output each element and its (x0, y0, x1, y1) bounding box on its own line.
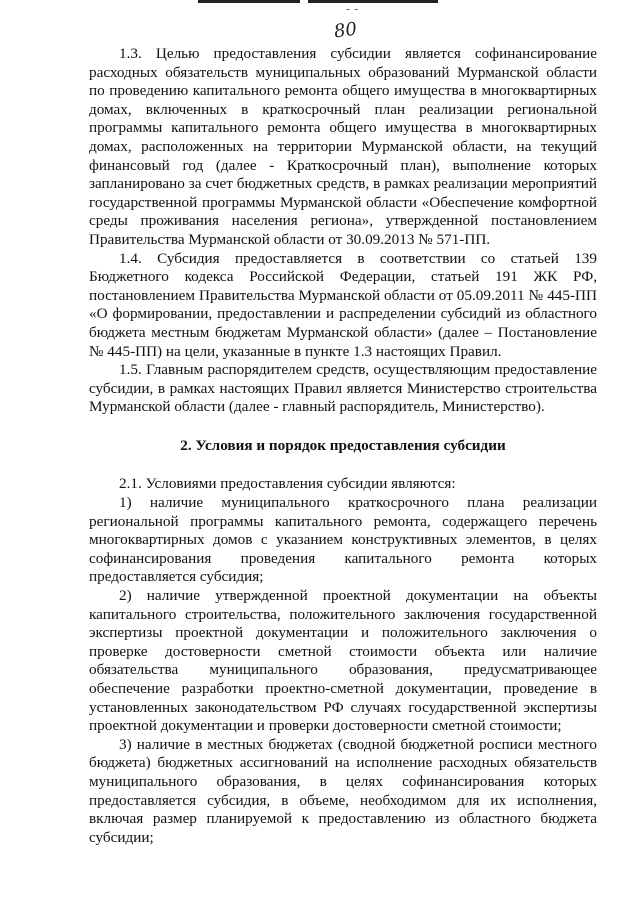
condition-item-2: 2) наличие утвержденной проектной документации на объекты капитального строительства, положительного заключения государственной экспертизы проектной документации и положительного заключения о проверке достоверности сметной стоимости объекта или наличие обязательства муниципального образования, предусматривающее обеспечение разработки проектно-сметной документации, проведение в установленных законодательством РФ случаях государственной экспертизы проектной документации и проверки достоверности сметной стоимости; (89, 587, 597, 735)
top-mark: - - (346, 3, 360, 15)
paragraph-1-3: 1.3. Целью предоставления субсидии является софинансирование расходных обязательств муниципальных образований Мурманской области по проведению капитального ремонта общего имущества в многоквартирных домах, включенных в краткосрочный план реализации региональной программы капитального ремонта общего имущества в многоквартирных домах, расположенных на территории Мурманской области, на текущий финансовый год (далее - Краткосрочный план), выполнение которых запланировано за счет бюджетных средств, в рамках реализации мероприятий государственной программы Мурманской области «Обеспечение комфортной среды проживания населения региона», утвержденной постановлением Правительства Мурманской области от 30.09.2013 № 571-ПП. (89, 45, 597, 248)
paragraph-1-4: 1.4. Субсидия предоставляется в соответствии со статьей 139 Бюджетного кодекса Российской Федерации, статьей 191 ЖК РФ, постановлением Правительства Мурманской области от 05.09.2011 № 445-ПП «О формировании, предоставлении и распределении субсидий из областного бюджета местным бюджетам Мурманской области» (далее – Постановление № 445-ПП) на цели, указанные в пункте 1.3 настоящих Правил. (89, 249, 597, 360)
paragraph-2-1: 2.1. Условиями предоставления субсидии являются: (119, 475, 456, 493)
page-number: 80 (332, 18, 359, 43)
condition-item-3: 3) наличие в местных бюджетах (сводной бюджетной росписи местного бюджета) бюджетных ассигнований на исполнение расходных обязательств муниципального образования, в целях софинансирования которых предоставляется субсидия, в объеме, необходимом для их исполнения, включая размер планируемой к предоставлению из областного бюджета субсидии; (89, 735, 597, 846)
top-rule (198, 0, 438, 3)
condition-item-1: 1) наличие муниципального краткосрочного плана реализации региональной программы капитального ремонта, содержащего перечень многоквартирных домов с указанием конструктивных элементов, в целях софинансирования проведения капитального ремонта которых предоставляется субсидия; (89, 494, 597, 586)
document-body (89, 45, 597, 847)
section-2-heading: 2. Условия и порядок предоставления субсидии (180, 436, 506, 454)
top-rule-gap (300, 0, 308, 3)
paragraph-1-5: 1.5. Главным распорядителем средств, осуществляющим предоставление субсидии, в рамках настоящих Правил является Министерство строительства Мурманской области (далее - главный распорядитель, Министерство). (89, 361, 597, 416)
